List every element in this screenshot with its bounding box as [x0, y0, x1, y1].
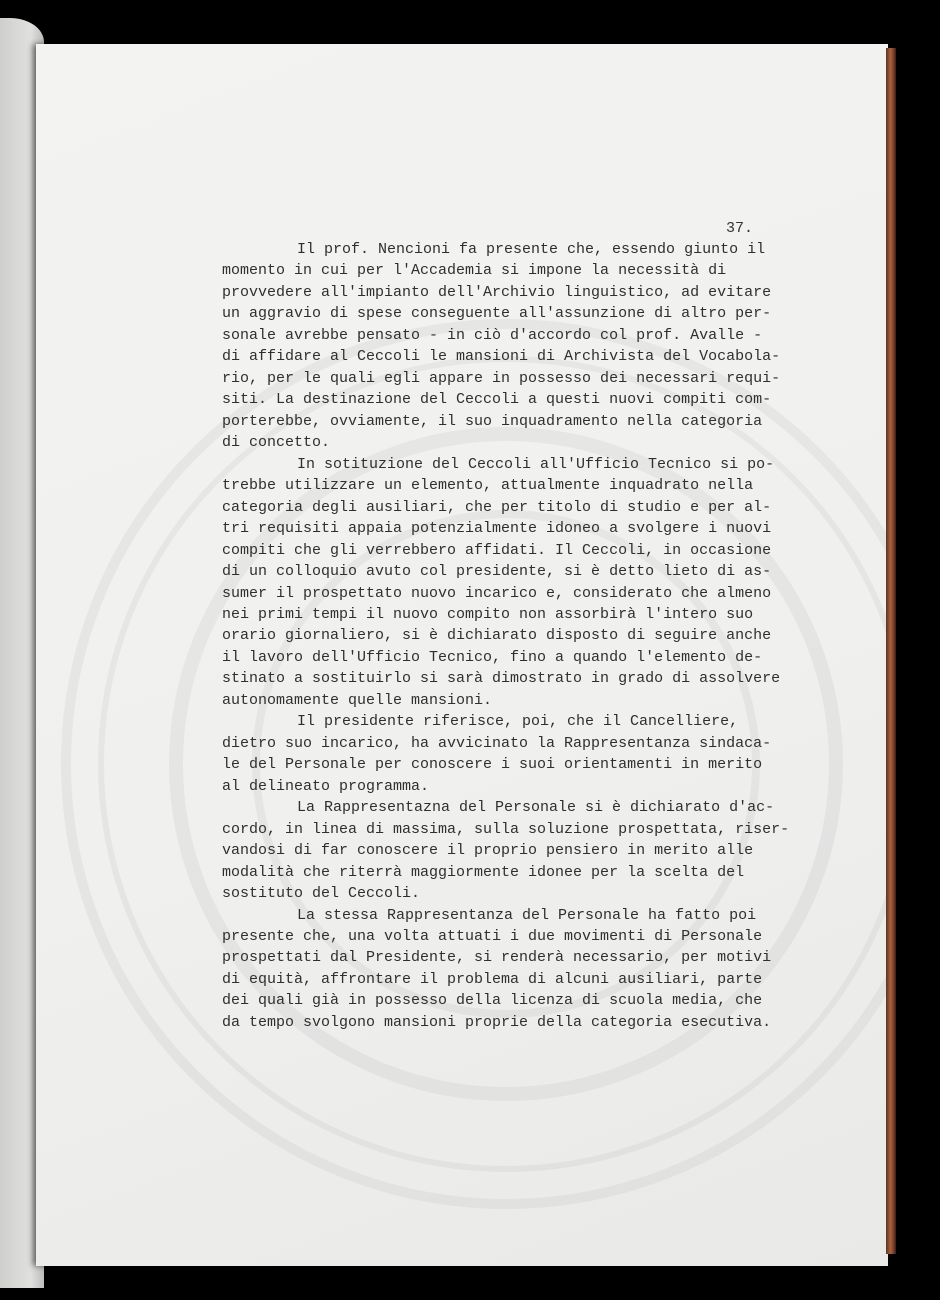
- text-line: sonale avrebbe pensato - in ciò d'accordo col prof. Avalle -: [222, 326, 763, 344]
- text-line: Il presidente riferisce, poi, che il Cancelliere,: [297, 713, 739, 731]
- text-line: compiti che gli verrebbero affidati. Il Ceccoli, in occasione: [222, 541, 772, 559]
- text-line: trebbe utilizzare un elemento, attualmente inquadrato nella: [222, 477, 754, 495]
- text-line: dei quali già in possesso della licenza di scuola media, che: [222, 992, 763, 1010]
- text-line: il lavoro dell'Ufficio Tecnico, fino a quando l'elemento de-: [222, 648, 763, 666]
- text-line: sostituto del Ceccoli.: [222, 885, 421, 903]
- text-line: di equità, affrontare il problema di alcuni ausiliari, parte: [222, 970, 763, 988]
- text-line: porterebbe, ovviamente, il suo inquadramento nella categoria: [222, 412, 763, 430]
- text-line: rio, per le quali egli appare in possesso dei necessari requi-: [222, 369, 781, 387]
- text-line: prospettati dal Presidente, si renderà necessario, per motivi: [222, 949, 772, 967]
- text-line: da tempo svolgono mansioni proprie della categoria esecutiva.: [222, 1013, 772, 1031]
- text-line: categoria degli ausiliari, che per titolo di studio e per al-: [222, 498, 772, 516]
- text-line: stinato a sostituirlo si sarà dimostrato in grado di assolvere: [222, 670, 781, 688]
- paragraph: [222, 239, 842, 454]
- paragraph: [222, 711, 842, 797]
- book-page-edges: [886, 48, 896, 1254]
- text-line: modalità che riterrà maggiormente idonee per la scelta del: [222, 863, 745, 881]
- text-line: di affidare al Ceccoli le mansioni di Archivista del Vocabola-: [222, 348, 781, 366]
- text-line: sumer il prospettato nuovo incarico e, considerato che almeno: [222, 584, 772, 602]
- text-line: un aggravio di spese conseguente all'assunzione di altro per-: [222, 305, 772, 323]
- paragraph: [222, 454, 842, 712]
- text-line: siti. La destinazione del Ceccoli a questi nuovi compiti com-: [222, 391, 772, 409]
- paragraph: [222, 905, 842, 1034]
- text-line: dietro suo incarico, ha avvicinato la Rappresentanza sindaca-: [222, 734, 772, 752]
- text-line: provvedere all'impianto dell'Archivio linguistico, ad evitare: [222, 283, 772, 301]
- text-line: cordo, in linea di massima, sulla soluzione prospettata, riser-: [222, 820, 790, 838]
- body-text: [222, 239, 842, 1033]
- text-line: le del Personale per conoscere i suoi orientamenti in merito: [222, 756, 763, 774]
- text-line: vandosi di far conoscere il proprio pensiero in merito alle: [222, 842, 754, 860]
- text-line: momento in cui per l'Accademia si impone la necessità di: [222, 262, 727, 280]
- text-line: orario giornaliero, si è dichiarato disposto di seguire anche: [222, 627, 772, 645]
- text-line: La stessa Rappresentanza del Personale ha fatto poi: [297, 906, 757, 924]
- text-line: In sotituzione del Ceccoli all'Ufficio Tecnico si po-: [297, 455, 775, 473]
- paragraph: [222, 797, 842, 904]
- page-number: 37.: [726, 220, 754, 237]
- text-line: al delineato programma.: [222, 777, 430, 795]
- text-line: di concetto.: [222, 434, 331, 452]
- text-line: nei primi tempi il nuovo compito non assorbirà l'intero suo: [222, 605, 754, 623]
- text-line: Il prof. Nencioni fa presente che, essendo giunto il: [297, 241, 766, 258]
- text-line: presente che, una volta attuati i due movimenti di Personale: [222, 928, 763, 945]
- text-line: di un colloquio avuto col presidente, si è detto lieto di as-: [222, 563, 772, 581]
- text-line: tri requisiti appaia potenzialmente idoneo a svolgere i nuovi: [222, 520, 772, 538]
- text-line: La Rappresentazna del Personale si è dichiarato d'ac-: [297, 799, 775, 817]
- text-line: autonomamente quelle mansioni.: [222, 691, 493, 709]
